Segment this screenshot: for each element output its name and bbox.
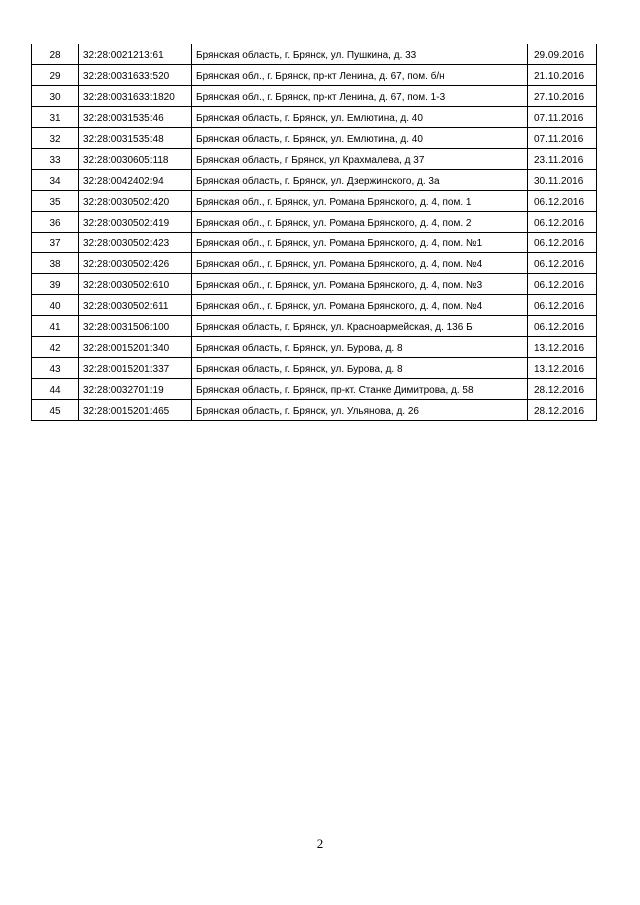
cadastral-number-cell: 32:28:0030502:420 xyxy=(79,190,192,211)
row-number-cell: 30 xyxy=(32,86,79,107)
date-cell: 06.12.2016 xyxy=(528,232,597,253)
address-cell: Брянская обл., г. Брянск, ул. Романа Брянского, д. 4, пом. №3 xyxy=(192,274,528,295)
date-cell: 28.12.2016 xyxy=(528,399,597,420)
date-cell: 07.11.2016 xyxy=(528,107,597,128)
table-row xyxy=(32,211,597,232)
cadastral-number-cell: 32:28:0030502:610 xyxy=(79,274,192,295)
date-cell: 06.12.2016 xyxy=(528,190,597,211)
cadastral-number-cell: 32:28:0015201:465 xyxy=(79,399,192,420)
address-cell: Брянская обл., г. Брянск, ул. Романа Брянского, д. 4, пом. №1 xyxy=(192,232,528,253)
table-row xyxy=(32,295,597,316)
page-number: 2 xyxy=(316,836,324,851)
table-row xyxy=(32,190,597,211)
date-cell: 07.11.2016 xyxy=(528,128,597,149)
row-number-cell: 35 xyxy=(32,190,79,211)
address-cell: Брянская область, г. Брянск, ул. Пушкина, д. 33 xyxy=(192,44,528,65)
cadastral-number-cell: 32:28:0031535:46 xyxy=(79,107,192,128)
address-cell: Брянская обл., г. Брянск, пр-кт Ленина, д. 67, пом. б/н xyxy=(192,65,528,86)
table-row xyxy=(32,316,597,337)
row-number-cell: 42 xyxy=(32,336,79,357)
cadastral-number-cell: 32:28:0032701:19 xyxy=(79,378,192,399)
address-cell: Брянская обл., г. Брянск, ул. Романа Брянского, д. 4, пом. №4 xyxy=(192,253,528,274)
address-cell: Брянская область, г. Брянск, ул. Емлютина, д. 40 xyxy=(192,128,528,149)
date-cell: 06.12.2016 xyxy=(528,253,597,274)
date-cell: 06.12.2016 xyxy=(528,316,597,337)
cadastral-number-cell: 32:28:0015201:337 xyxy=(79,357,192,378)
row-number-cell: 28 xyxy=(32,44,79,65)
table-row xyxy=(32,86,597,107)
cadastral-number-cell: 32:28:0021213:61 xyxy=(79,44,192,65)
table-row xyxy=(32,357,597,378)
date-cell: 06.12.2016 xyxy=(528,211,597,232)
registry-table-body xyxy=(32,44,597,420)
address-cell: Брянская область, г. Брянск, пр-кт. Станке Димитрова, д. 58 xyxy=(192,378,528,399)
cadastral-number-cell: 32:28:0042402:94 xyxy=(79,169,192,190)
date-cell: 13.12.2016 xyxy=(528,357,597,378)
table-row xyxy=(32,148,597,169)
address-cell: Брянская обл., г. Брянск, ул. Романа Брянского, д. 4, пом. 1 xyxy=(192,190,528,211)
table-row xyxy=(32,274,597,295)
row-number-cell: 29 xyxy=(32,65,79,86)
table-row xyxy=(32,399,597,420)
table-row xyxy=(32,232,597,253)
cadastral-number-cell: 32:28:0030502:423 xyxy=(79,232,192,253)
row-number-cell: 44 xyxy=(32,378,79,399)
row-number-cell: 40 xyxy=(32,295,79,316)
address-cell: Брянская обл., г. Брянск, пр-кт Ленина, д. 67, пом. 1-3 xyxy=(192,86,528,107)
date-cell: 27.10.2016 xyxy=(528,86,597,107)
address-cell: Брянская область, г. Брянск, ул. Бурова, д. 8 xyxy=(192,336,528,357)
table-row xyxy=(32,107,597,128)
cadastral-number-cell: 32:28:0031506:100 xyxy=(79,316,192,337)
cadastral-number-cell: 32:28:0031633:1820 xyxy=(79,86,192,107)
address-cell: Брянская обл., г. Брянск, ул. Романа Брянского, д. 4, пом. №4 xyxy=(192,295,528,316)
table-row xyxy=(32,253,597,274)
row-number-cell: 38 xyxy=(32,253,79,274)
date-cell: 30.11.2016 xyxy=(528,169,597,190)
date-cell: 23.11.2016 xyxy=(528,148,597,169)
address-cell: Брянская область, г. Брянск, ул. Ульянова, д. 26 xyxy=(192,399,528,420)
cadastral-number-cell: 32:28:0015201:340 xyxy=(79,336,192,357)
row-number-cell: 39 xyxy=(32,274,79,295)
address-cell: Брянская обл., г. Брянск, ул. Романа Брянского, д. 4, пом. 2 xyxy=(192,211,528,232)
date-cell: 13.12.2016 xyxy=(528,336,597,357)
cadastral-number-cell: 32:28:0030502:419 xyxy=(79,211,192,232)
table-row xyxy=(32,169,597,190)
table-row xyxy=(32,378,597,399)
cadastral-number-cell: 32:28:0030605:118 xyxy=(79,148,192,169)
row-number-cell: 37 xyxy=(32,232,79,253)
table-row xyxy=(32,336,597,357)
date-cell: 29.09.2016 xyxy=(528,44,597,65)
row-number-cell: 33 xyxy=(32,148,79,169)
cadastral-number-cell: 32:28:0030502:611 xyxy=(79,295,192,316)
date-cell: 06.12.2016 xyxy=(528,274,597,295)
table-row xyxy=(32,128,597,149)
cadastral-number-cell: 32:28:0031535:48 xyxy=(79,128,192,149)
row-number-cell: 31 xyxy=(32,107,79,128)
row-number-cell: 45 xyxy=(32,399,79,420)
table-row xyxy=(32,44,597,65)
cadastral-number-cell: 32:28:0030502:426 xyxy=(79,253,192,274)
property-registry-table xyxy=(31,44,597,421)
date-cell: 21.10.2016 xyxy=(528,65,597,86)
address-cell: Брянская область, г. Брянск, ул. Дзержинского, д. 3а xyxy=(192,169,528,190)
date-cell: 28.12.2016 xyxy=(528,378,597,399)
table-row xyxy=(32,65,597,86)
address-cell: Брянская область, г. Брянск, ул. Красноармейская, д. 136 Б xyxy=(192,316,528,337)
row-number-cell: 32 xyxy=(32,128,79,149)
row-number-cell: 43 xyxy=(32,357,79,378)
address-cell: Брянская область, г Брянск, ул Крахмалева, д 37 xyxy=(192,148,528,169)
date-cell: 06.12.2016 xyxy=(528,295,597,316)
address-cell: Брянская область, г. Брянск, ул. Емлютина, д. 40 xyxy=(192,107,528,128)
row-number-cell: 36 xyxy=(32,211,79,232)
row-number-cell: 34 xyxy=(32,169,79,190)
address-cell: Брянская область, г. Брянск, ул. Бурова, д. 8 xyxy=(192,357,528,378)
row-number-cell: 41 xyxy=(32,316,79,337)
cadastral-number-cell: 32:28:0031633:520 xyxy=(79,65,192,86)
